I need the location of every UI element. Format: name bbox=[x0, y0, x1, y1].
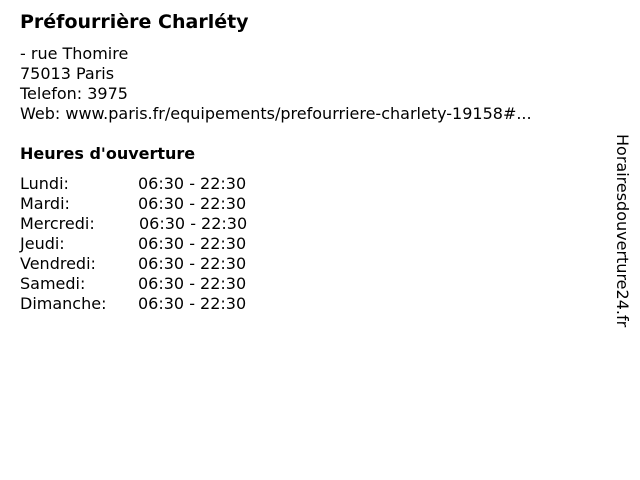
day-hours: 06:30 - 22:30 bbox=[138, 234, 247, 253]
day-label: Dimanche: bbox=[20, 294, 107, 313]
day-hours: 06:30 - 22:30 bbox=[138, 194, 247, 213]
day-hours: 06:30 - 22:30 bbox=[138, 294, 247, 313]
day-hours: 06:30 - 22:30 bbox=[138, 174, 247, 193]
hours-row-wednesday bbox=[20, 214, 280, 234]
opening-hours-table bbox=[20, 174, 280, 314]
day-label: Mercredi: bbox=[20, 214, 95, 233]
day-label: Mardi: bbox=[20, 194, 70, 213]
hours-row-saturday bbox=[20, 274, 280, 294]
day-label: Samedi: bbox=[20, 274, 86, 293]
site-brand-vertical[interactable] bbox=[610, 134, 634, 350]
day-label: Vendredi: bbox=[20, 254, 96, 273]
day-hours: 06:30 - 22:30 bbox=[139, 214, 248, 233]
hours-row-sunday bbox=[20, 294, 280, 314]
site-brand-text: Horairesdouverture24.fr bbox=[613, 134, 632, 328]
web-line[interactable]: Web: www.paris.fr/equipements/prefourriere-charlety-19158#... bbox=[20, 104, 532, 123]
hours-row-tuesday bbox=[20, 194, 280, 214]
hours-row-monday bbox=[20, 174, 280, 194]
hours-row-thursday bbox=[20, 234, 280, 254]
street-line: - rue Thomire bbox=[20, 44, 129, 63]
opening-hours-heading: Heures d'ouverture bbox=[20, 144, 196, 163]
hours-row-friday bbox=[20, 254, 280, 274]
city-line: 75013 Paris bbox=[20, 64, 115, 83]
place-title: Préfourrière Charléty bbox=[20, 11, 249, 33]
day-hours: 06:30 - 22:30 bbox=[138, 254, 247, 273]
address-block bbox=[20, 44, 532, 124]
day-hours: 06:30 - 22:30 bbox=[138, 274, 247, 293]
phone-line: Telefon: 3975 bbox=[20, 84, 128, 103]
day-label: Jeudi: bbox=[20, 234, 65, 253]
day-label: Lundi: bbox=[20, 174, 69, 193]
